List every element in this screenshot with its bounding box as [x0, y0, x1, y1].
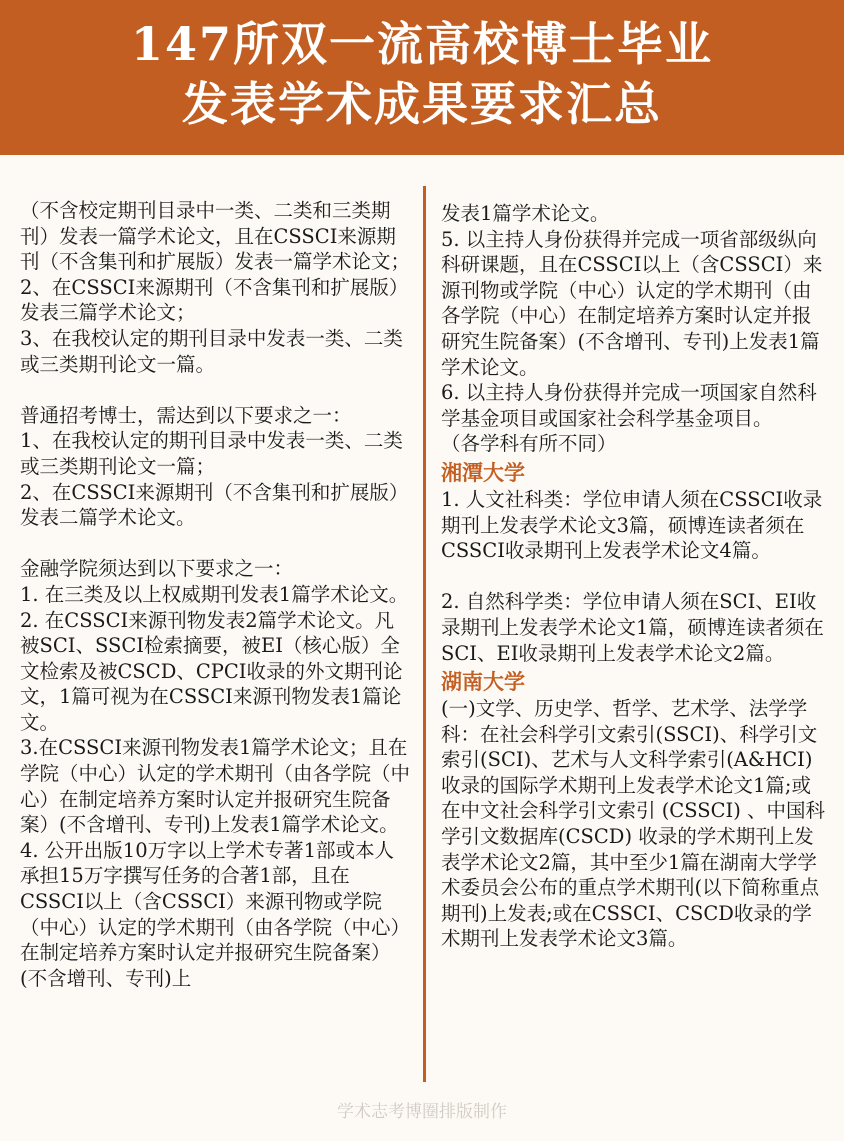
column-divider — [423, 186, 426, 1082]
right-paragraph: 6. 以主持人身份获得并完成一项国家自然科学基金项目或国家社会科学基金项目。 — [441, 381, 817, 430]
left-paragraph: 2、在CSSCI来源期刊（不含集刊和扩展版）发表二篇学术论文。 — [20, 480, 409, 530]
left-paragraph: 4. 公开出版10万字以上学术专著1部或本人承担15万字撰写任务的合著1部，且在CSSCI以上（含CSSCI）来源刊物或学院（中心）认定的学术期刊（由各学院（中心）在制定培养方案时认定并报研究生院备案）(不含增刊、专刊)上 — [20, 838, 411, 990]
right-paragraph: 2. 自然科学类：学位申请人须在SCI、EI收录期刊上发表学术论文1篇，硕博连读者须在SCI、EI收录期刊上发表学术论文2篇。 — [441, 590, 824, 665]
left-paragraph: （不含校定期刊目录中一类、二类和三类期刊）发表一篇学术论文，且在CSSCI来源期刊（不含集刊和扩展版）发表一篇学术论文； — [20, 199, 411, 274]
left-paragraph: 金融学院须达到以下要求之一： — [20, 557, 294, 581]
right-paragraph: 5. 以主持人身份获得并完成一项省部级纵向科研课题，且在CSSCI以上（含CSSCI）来源刊物或学院（中心）认定的学术期刊（由各学院（中心）在制定培养方案时认定并报研究生院备案）(不含增刊、专刊)上发表1篇学术论文。 — [441, 227, 823, 379]
left-paragraph: 2、在CSSCI来源期刊（不含集刊和扩展版）发表三篇学术论文； — [20, 275, 409, 325]
left-paragraph: 2. 在CSSCI来源刊物发表2篇学术论文。凡被SCI、SSCI检索摘要，被EI（核心版）全文检索及被CSCD、CPCI收录的外文期刊论文，1篇可视为在CSSCI来源刊物发表1篇论文。 — [20, 608, 403, 734]
right-column — [441, 201, 827, 952]
watermark-text: 学术志考博圈排版制作 — [337, 1102, 507, 1122]
title-line-1: 147所双一流高校博士毕业 — [130, 17, 714, 71]
left-paragraph: 3、在我校认定的期刊目录中发表一类、二类或三类期刊论文一篇。 — [20, 326, 403, 376]
right-paragraph: 1. 人文社科类：学位申请人须在CSSCI收录期刊上发表学术论文3篇，硕博连读者须在CSSCI收录期刊上发表学术论文4篇。 — [441, 487, 823, 563]
left-paragraph: 1. 在三类及以上权威期刊发表1篇学术论文。 — [20, 582, 409, 606]
left-paragraph: 3.在CSSCI来源刊物发表1篇学术论文；且在学院（中心）认定的学术期刊（由各学院（中心）在制定培养方案时认定并报研究生院备案）(不含增刊、专刊)上发表1篇学术论文。 — [20, 736, 411, 837]
university-heading-xiangtan: 湘潭大学 — [441, 459, 525, 485]
title-line-2: 发表学术成果要求汇总 — [182, 77, 662, 131]
left-paragraph: 1、在我校认定的期刊目录中发表一类、二类或三类期刊论文一篇； — [20, 429, 403, 478]
left-paragraph: 普通招考博士，需达到以下要求之一： — [20, 403, 352, 427]
title-banner — [0, 0, 844, 155]
left-column — [20, 198, 410, 991]
right-paragraph: 发表1篇学术论文。 — [441, 202, 610, 225]
university-heading-hunan: 湖南大学 — [441, 669, 525, 695]
right-paragraph: （各学科有所不同） — [441, 432, 617, 456]
right-paragraph: (一)文学、历史学、哲学、艺术学、法学学科：在社会科学引文索引(SSCI)、科学引文索引(SCI)、艺术与人文科学索引(A&HCI)收录的国际学术期刊上发表学术论文1篇;或在中文社会科学引文索引 (CSSCI) 、中国科学引文数据库(CSCD) 收录的学术期刊上发表学术论文2篇，其中至少1篇在湖南大学学术委员会公布的重点学术期刊(以下简称重点期刊)上发表;或在CSSCI、CSCD收录的学术期刊上发表学术论文3篇。 — [441, 697, 826, 951]
